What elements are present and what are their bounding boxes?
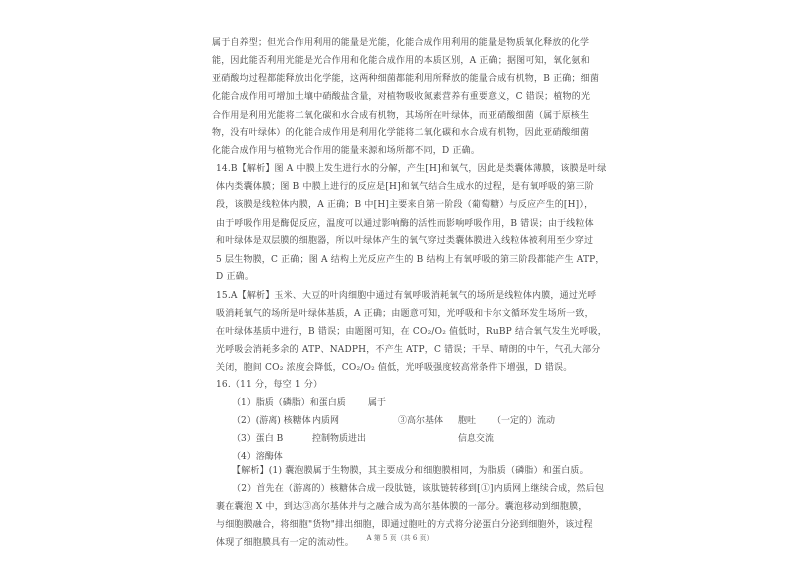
text-line: 物，没有叶绿体）的化能合成作用是利用化学能将二氧化碳和水合成有机物，因此亚硝酸细菌 bbox=[212, 128, 590, 138]
text-line: 和叶绿体是双层膜的细胞器，所以叶绿体产生的氧气穿过类囊体膜进入线粒体被利用至少穿过 bbox=[216, 236, 594, 246]
text-line: 15.A【解析】玉米、大豆的叶肉细胞中通过有氧呼吸消耗氧气的场所是线粒体内膜，通过光呼 bbox=[216, 291, 597, 301]
answer-cell: 胞吐 bbox=[458, 416, 477, 426]
text-line: 化能合成作用可增加土壤中硝酸盐含量，对植物吸收氮素营养有重要意义，C 错误；植物的光 bbox=[212, 92, 591, 102]
analysis-line: 裹在囊泡 X 中，到达③高尔基体并与之融合成为高尔基体膜的一部分。囊泡移动到细胞膜， bbox=[216, 502, 588, 512]
answer-cell: （4）溶酶体 bbox=[232, 452, 283, 462]
text-line: 5 层生物膜，C 正确；图 A 结构上光反应产生的 B 结构上有氧呼吸的第三阶段都能产生 ATP， bbox=[216, 255, 605, 265]
answer-cell: （1）脂质（磷脂）和蛋白质 bbox=[232, 398, 346, 408]
analysis-line: 与细胞膜融合，将细胞"货物"排出细胞，即通过胞吐的方式将分泌蛋白分泌到细胞外，该过程 bbox=[216, 520, 593, 530]
text-line: 在叶绿体基质中进行，B 错误；由题图可知，在 CO₂/O₂ 值低时，RuBP 结合氧气发生光呼吸， bbox=[216, 327, 607, 337]
analysis-line: （2）首先在（游离的）核糖体合成一段肽链，该肽链转移到[①]内质网上继续合成，然后包 bbox=[232, 484, 605, 494]
analysis-line: 【解析】(1) 囊泡膜属于生物膜，其主要成分和细胞膜相同，为脂质（磷脂）和蛋白质。 bbox=[232, 466, 589, 476]
answer-cell: 控制物质进出 bbox=[312, 434, 367, 444]
text-line: 段，该膜是线粒体内膜，A 正确；B 中[H]主要来自第一阶段（葡萄糖）与反应产生的[H]）， bbox=[216, 200, 594, 210]
text-line: 由于呼吸作用是酶促反应，温度可以通过影响酶的活性而影响呼吸作用，B 错误；由于线粒体 bbox=[216, 219, 594, 229]
text-line: 体内类囊体膜；图 B 中膜上进行的反应是[H]和氧气结合生成水的过程，是有氧呼吸的第三阶 bbox=[216, 182, 595, 192]
text-line: 16.（11 分，每空 1 分） bbox=[216, 380, 323, 390]
text-line: 关闭，胞间 CO₂ 浓度会降低，CO₂/O₂ 值低，光呼吸强度较高常条件下增强，D 错误。 bbox=[216, 363, 573, 373]
answer-cell: 内质网 bbox=[312, 416, 340, 426]
text-line: 亚硝酸均过程都能释放出化学能，这两种细菌都能利用所释放的能量合成有机物，B 正确；细菌 bbox=[212, 74, 600, 84]
text-line: 光呼吸会消耗多余的 ATP、NADPH，不产生 ATP，C 错误；干旱、晴朗的中午，气孔大部分 bbox=[216, 345, 601, 355]
answer-cell: 信息交流 bbox=[458, 434, 495, 444]
text-line: 14.B【解析】图 A 中膜上发生进行水的分解，产生[H]和氧气，因此是类囊体薄膜，该膜是叶绿 bbox=[216, 164, 607, 174]
answer-cell: （一定的）流动 bbox=[492, 416, 556, 426]
text-line: 属于自养型；但光合作用利用的能量是光能，化能合成作用利用的能量是物质氧化释放的化学 bbox=[212, 38, 590, 48]
text-line: 吸消耗氧气的场所是叶绿体基质，A 正确；由题意可知，光呼吸和卡尔文循环发生场所一致， bbox=[216, 309, 594, 319]
text-line: D 正确。 bbox=[216, 272, 255, 282]
text-line: 合作用是利用光能将二氧化碳和水合成有机物，其场所在叶绿体，而亚硝酸细菌（属于原核生 bbox=[212, 111, 590, 121]
answer-cell: （3）蛋白 B bbox=[232, 434, 284, 444]
page-footer: A 第 5 页（共 6 页） bbox=[366, 534, 434, 542]
text-line: 化能合成作用与植物光合作用的能量来源和场所都不同，D 正确。 bbox=[212, 146, 481, 156]
analysis-line: 体现了细胞膜具有一定的流动性。 bbox=[216, 538, 355, 548]
answer-cell: （2）(游离) 核糖体 bbox=[232, 416, 311, 426]
answer-cell: 属于 bbox=[368, 398, 387, 408]
text-line: 能，因此能否利用光能是光合作用和化能合成作用的本质区别，A 正确；据图可知，氧化氨和 bbox=[212, 56, 590, 66]
answer-cell: ③高尔基体 bbox=[398, 416, 444, 426]
